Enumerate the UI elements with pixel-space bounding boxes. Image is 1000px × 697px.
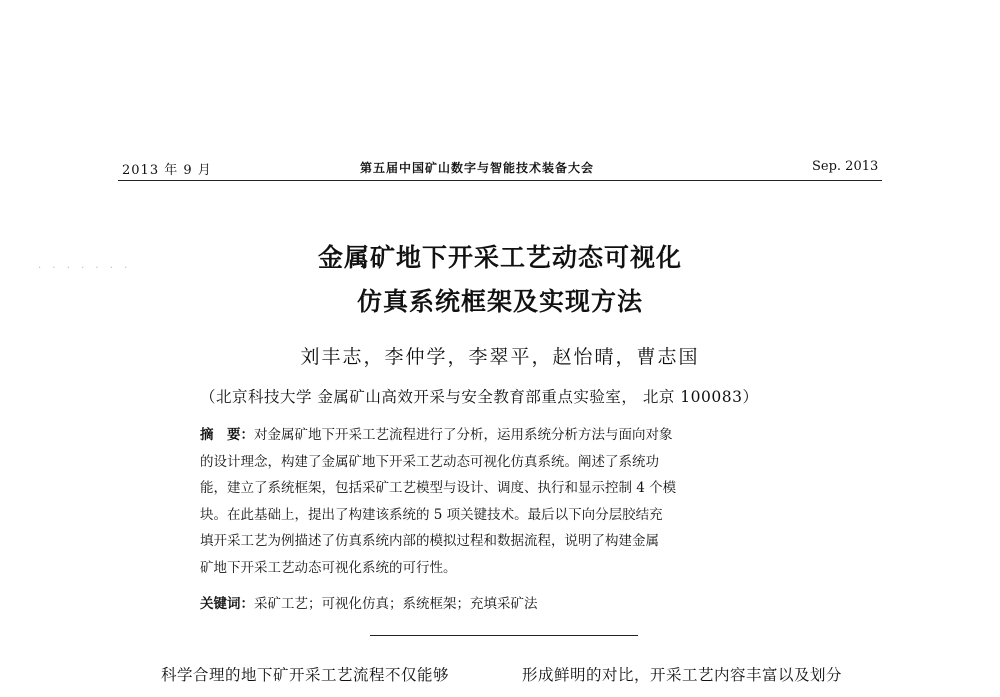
abstract-line: 矿地下开采工艺动态可视化系统的可行性。 (200, 559, 457, 576)
header-rule (118, 180, 882, 181)
header-conference: 第五届中国矿山数字与智能技术装备大会 (360, 161, 595, 175)
abstract-line: 块。在此基础上，提出了构建该系统的 5 项关键技术。最后以下向分层胶结充 (200, 506, 663, 523)
affiliation: （北京科技大学 金属矿山高效开采与安全教育部重点实验室， 北京 100083） (200, 388, 759, 406)
header-date-cn: 2013 年 9 月 (122, 163, 212, 178)
keywords-text: 采矿工艺；可视化仿真；系统框架；充填采矿法 (254, 596, 538, 612)
keywords (200, 592, 538, 612)
abstract (200, 422, 830, 581)
abstract-line: 能，建立了系统框架，包括采矿工艺模型与设计、调度、执行和显示控制 4 个模 (200, 480, 677, 496)
header-date-en: Sep. 2013 (812, 159, 879, 174)
section-separator (370, 635, 638, 636)
paper-title-line1: 金属矿地下开采工艺动态可视化 (317, 243, 682, 272)
abstract-line: 摘 要：对金属矿地下开采工艺流程进行了分析，运用系统分析方法与面向对象 (200, 427, 673, 443)
abstract-line: 填开采工艺为例描述了仿真系统内部的模拟过程和数据流程，说明了构建金属 (200, 533, 659, 549)
paper-title-line2: 仿真系统框架及实现方法 (356, 287, 643, 316)
authors: 刘丰志，李仲学，李翠平，赵怡晴，曹志国 (300, 346, 700, 368)
body-text-left-column: 科学合理的地下矿开采工艺流程不仅能够 (161, 666, 450, 684)
body-text-right-column: 形成鲜明的对比，开采工艺内容丰富以及划分 (522, 666, 843, 684)
abstract-line: 的设计理念，构建了金属矿地下开采工艺动态可视化仿真系统。阐述了系统功 (200, 453, 659, 470)
scan-artifact-dots: · · · · · · · (38, 263, 132, 274)
keywords-label: 关键词： (200, 596, 254, 612)
abstract-label: 摘 要： (200, 427, 254, 443)
